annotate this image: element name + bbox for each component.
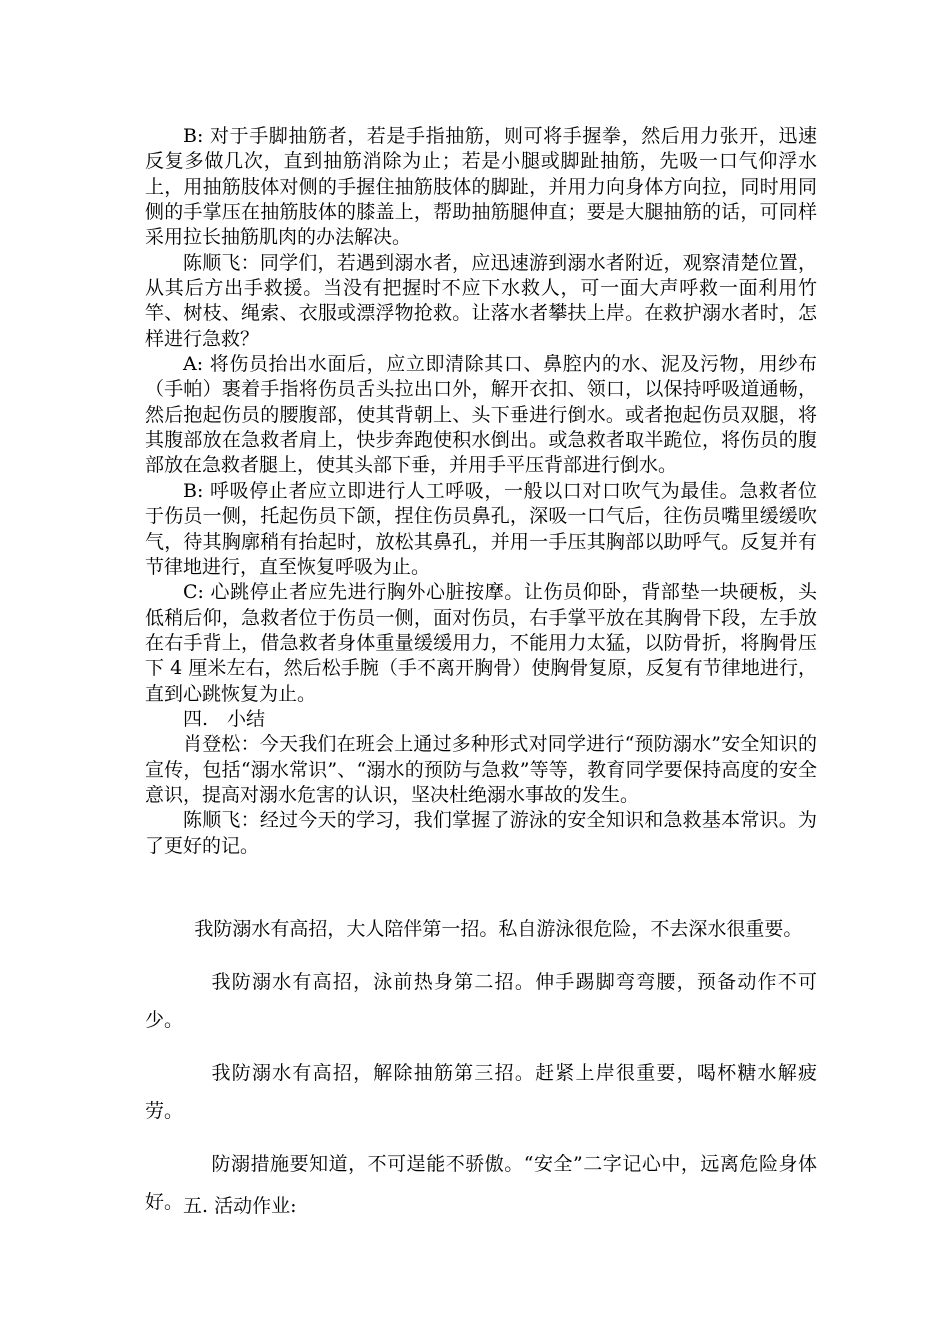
rhyme-verse-4: 防溺措施要知道，不可逞能不骄傲。“安全”二字记心中，远离危险身体好。 <box>145 1153 817 1213</box>
rhyme-verse-3: 我防溺水有高招，解除抽筋第三招。赶紧上岸很重要，喝杯糖水解疲劳。 <box>145 1062 817 1122</box>
paragraph-cardiac-massage: C: 心跳停止者应先进行胸外心脏按摩。让伤员仰卧，背部垫一块硬板，头低稍后仰，急救者位于伤员一侧，面对伤员，右手掌平放在其胸骨下段，左手放在右手背上，借急救者身体重量缓缓用力，不能用力太猛，以防骨折，将胸骨压下 4 厘米左右，然后松手腕（手不离开胸骨）使胸骨复原，反复有节律地进行，直到心跳恢复为止。 <box>145 581 817 705</box>
rhyme-verse-2: 我防溺水有高招，泳前热身第二招。伸手踢脚弯弯腰，预备动作不可少。 <box>145 971 817 1031</box>
paragraph-cramp-relief: B: 对于手脚抽筋者，若是手指抽筋，则可将手握拳，然后用力张开，迅速反复多做几次，直到抽筋消除为止；若是小腿或脚趾抽筋，先吸一口气仰浮水上，用抽筋肢体对侧的手握住抽筋肢体的脚趾，并用力向身体方向拉，同时用同侧的手掌压在抽筋肢体的膝盖上，帮助抽筋腿伸直；要是大腿抽筋的话，可同样采用拉长抽筋肌肉的办法解决。 <box>145 125 817 249</box>
section-heading-homework: 五. 活动作业: <box>183 1195 297 1217</box>
paragraph-rescue-intro: 陈顺飞：同学们，若遇到溺水者，应迅速游到溺水者附近，观察清楚位置，从其后方出手救援。当没有把握时不应下水救人，可一面大声呼救一面利用竹竿、树枝、绳索、衣服或漂浮物抢救。让落水者攀扶上岸。在救护溺水者时，怎样进行急救？ <box>145 251 817 350</box>
main-text-block <box>145 124 817 859</box>
paragraph-summary-xiao: 肖登松：今天我们在班会上通过多种形式对同学进行“预防溺水”安全知识的宣传，包括“溺水常识”、“溺水的预防与急救”等等，教育同学要保持高度的安全意识，提高对溺水危害的认识，坚决杜绝溺水事故的发生。 <box>145 733 817 806</box>
rhyme-verse-1: 我防溺水有高招，大人陪伴第一招。私自游泳很危险，不去深水很重要。 <box>194 918 803 940</box>
rhyme-block <box>145 910 817 1236</box>
paragraph-summary-chen: 陈顺飞：经过今天的学习，我们掌握了游泳的安全知识和急救基本常识。为了更好的记。 <box>145 809 817 857</box>
paragraph-artificial-respiration: B: 呼吸停止者应立即进行人工呼吸，一般以口对口吹气为最佳。急救者位于伤员一侧，托起伤员下颌，捏住伤员鼻孔，深吸一口气后，往伤员嘴里缓缓吹气，待其胸廓稍有抬起时，放松其鼻孔，并用一手压其胸部以助呼气。反复并有节律地进行，直至恢复呼吸为止。 <box>145 479 817 578</box>
section-heading-summary: 四. 小结 <box>183 707 266 730</box>
paragraph-drain-water: A: 将伤员抬出水面后，应立即清除其口、鼻腔内的水、泥及污物，用纱布（手帕）裹着手指将伤员舌头拉出口外，解开衣扣、领口，以保持呼吸道通畅，然后抱起伤员的腰腹部，使其背朝上、头下垂进行倒水。或者抱起伤员双腿，将其腹部放在急救者肩上，快步奔跑使积水倒出。或急救者取半跪位，将伤员的腹部放在急救者腿上，使其头部下垂，并用手平压背部进行倒水。 <box>145 353 817 477</box>
